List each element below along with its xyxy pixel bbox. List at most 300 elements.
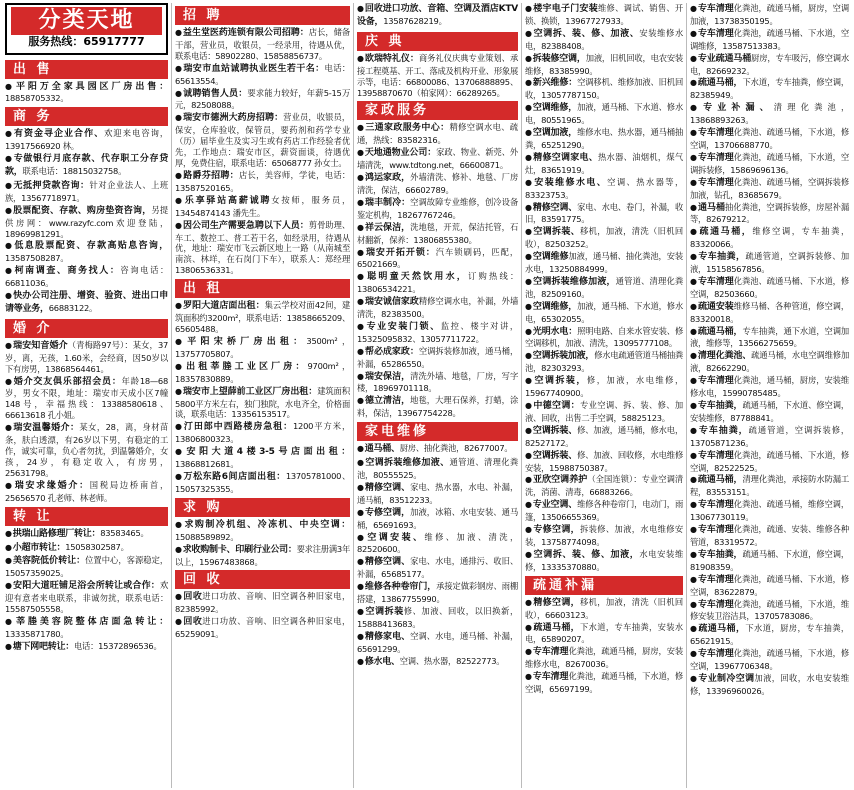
classified-entry: [525, 474, 683, 498]
section-header: 疏通补漏: [525, 576, 683, 595]
entry-text: 加液，通马桶、下水道、修水电，80551965。: [525, 102, 683, 126]
classified-entry: [525, 53, 683, 77]
entry-text: 店长，美容师，学徒，电话：13587520165。: [175, 170, 350, 193]
entry-text: 加液，冰箱、水电安装、通马桶，65691693。: [357, 506, 518, 530]
entry-text: 空调、热水器，82522773。: [399, 655, 505, 666]
entry-text: 厨房、抽化粪池，82677007。: [399, 443, 513, 454]
classified-entry: [5, 542, 168, 555]
classified-entry: [525, 127, 683, 151]
classified-entry: [175, 195, 350, 219]
entry-text: 维修马桶、各种管道，修空调，83320018。: [690, 300, 849, 324]
entry-headline: 修水电、: [364, 656, 400, 667]
classified-entry: [525, 28, 683, 52]
entry-headline: 祥云保洁，: [365, 222, 411, 233]
classified-entry: [357, 443, 518, 456]
entry-text: 13587628219。: [383, 15, 447, 26]
classified-entry: [357, 556, 518, 580]
entry-headline: 专业疏通马桶: [697, 53, 752, 64]
entry-text: 化粪池，疏通马桶、下水道，空调维修，13587513383。: [690, 27, 849, 51]
entry-headline: 安装维修水电、: [534, 177, 608, 188]
entry-headline: 婚介交友俱乐部招会员：: [13, 376, 122, 387]
entry-text: 修，加液，水电维修，15967740900。: [525, 375, 683, 399]
entry-headline: 精修空调，: [533, 597, 580, 608]
classified-entry: [525, 499, 683, 523]
entry-headline: 疏通马桶，: [699, 227, 753, 238]
entry-text: 要求注册满3年以上，15967483868。: [175, 543, 350, 567]
classified-entry: [175, 300, 350, 335]
entry-headline: 专车清理: [697, 128, 734, 139]
entry-headline: 鸿运家政，: [365, 173, 411, 184]
entry-headline: 通马桶、: [364, 444, 400, 455]
entry-headline: 专车抽粪，: [698, 425, 749, 436]
classified-entry: [525, 375, 683, 399]
section-header: 出 租: [175, 279, 350, 298]
entry-headline: 通马桶: [697, 202, 725, 213]
section-header: 招 聘: [175, 6, 350, 25]
classified-entry: [357, 346, 518, 370]
entry-text: 3500m²，13757705807。: [175, 336, 350, 359]
classified-entry: [525, 622, 683, 646]
entry-text: 修、加液，通马桶，修水电，82527172。: [525, 424, 683, 448]
entry-text: 家政、物业、新莞、外墙清洗，www.tdtong.net，66600871。: [357, 147, 518, 171]
classified-entry: [525, 77, 683, 101]
entry-text: 66883122。: [48, 302, 98, 313]
classified-entry: [690, 623, 849, 647]
entry-text: 化粪池，疏通、安装、维修各种管道，83319572。: [690, 524, 849, 547]
entry-headline: 专车清理: [697, 599, 734, 610]
entry-headline: 专车清理: [697, 177, 734, 188]
classified-entry: [525, 450, 683, 474]
entry-text: 维修水电、热水器，通马桶抽粪，65251290。: [525, 127, 683, 150]
entry-headline: 专业安装门锁、: [366, 321, 441, 332]
entry-headline: 专车清理: [697, 525, 734, 536]
entry-text: 另提供房网：www.razyfc.com欢迎登陆，18969981291。: [5, 204, 168, 239]
entry-text: 修、加液、回收修，水电维修安装，15988750387。: [525, 449, 683, 473]
entry-text: 化粪池，疏通马桶，下水道，维修安装卫浴洁具，13705783086。: [690, 598, 849, 622]
classified-entry: [690, 574, 849, 598]
entry-text: 订购热线：13806534221。: [357, 271, 518, 295]
classified-entry: [357, 371, 518, 395]
entry-text: 1200平方米，13806800323。: [175, 421, 350, 445]
column-1: [2, 3, 172, 788]
classified-entry: [5, 528, 168, 541]
entry-headline: 专业制冷空调: [698, 673, 755, 684]
classified-entry: [175, 519, 350, 543]
section-header: 家电维修: [357, 422, 518, 441]
classified-entry: [525, 177, 683, 201]
classified-entry: [175, 361, 350, 385]
entry-headline: 三通家政服务中心：: [365, 123, 450, 134]
entry-headline: 空调拆装维修加液，: [533, 276, 616, 287]
entry-headline: 瑞安求缘婚介：: [14, 480, 90, 491]
classified-entry: [5, 555, 168, 579]
entry-text: 欢迎来电咨询，13917566920 林。: [5, 128, 168, 152]
entry-headline: 莘塍美容院整体店面急转让：: [15, 617, 168, 628]
classified-entry: [175, 446, 350, 470]
entry-headline: 瑞安保洁，: [365, 371, 411, 382]
entry-text: 空调拆装修加液，通马桶，补漏，65286550。: [357, 345, 518, 369]
entry-headline: 空调拆装、: [533, 227, 580, 238]
classified-entry: [690, 499, 849, 523]
entry-headline: 疏通马桶，: [698, 624, 746, 635]
entry-headline: 欧瑞特礼仪：: [364, 53, 419, 64]
classified-entry: [525, 202, 683, 226]
entry-text: 集云学校对面42间，建筑面积约3200m²，联系电话：13858665209、65605488。: [175, 300, 351, 335]
classified-entry: [175, 220, 350, 277]
entry-headline: 专车清理: [697, 4, 734, 14]
entry-text: 厨房，专车吸污，修空调水电，82669232。: [690, 52, 849, 76]
entry-text: 清理化粪池，承接防水防漏工程，83553151。: [690, 474, 849, 498]
classified-entry: [525, 350, 683, 374]
entry-headline: 聪明童天然饮用水，: [367, 272, 468, 283]
entry-headline: 专修空调，: [533, 525, 580, 536]
entry-text: 精修空调水电，补漏，外墙清洗，82383500。: [357, 296, 518, 319]
classified-entry: [5, 81, 168, 105]
section-header: 求 购: [175, 498, 350, 517]
entry-headline: 专车清理: [697, 450, 734, 461]
entry-headline: 专车清理: [697, 376, 734, 387]
entry-headline: 专车清理: [532, 647, 569, 658]
classified-entry: [5, 641, 168, 654]
entry-headline: 求收购制卡、印刷行业公司：: [182, 544, 297, 555]
entry-text: 位置中心，客源稳定，15057359025。: [5, 555, 168, 579]
entry-headline: 空调加液，: [532, 128, 578, 139]
classified-entry: [690, 524, 849, 548]
classified-entry: [357, 3, 518, 29]
classified-entry: [690, 102, 849, 126]
entry-text: 化粪池，疏通马桶、下水道，修空调，83622879。: [690, 573, 849, 597]
entry-text: 专业空调、拆、装、修、加液、回收，出售二手空调，58825123。: [525, 400, 683, 423]
entry-headline: 专车清理: [697, 649, 734, 660]
entry-headline: 维修各种卷帘门，: [364, 582, 437, 593]
entry-headline: 万松东路6间店面出租：: [183, 472, 286, 482]
classified-entry: [525, 671, 683, 695]
classified-entry: [357, 197, 518, 221]
entry-headline: 专车清理: [697, 276, 734, 287]
entry-headline: 精修空调、: [532, 202, 578, 213]
entry-headline: 疏通马桶，: [533, 622, 580, 633]
entry-headline: 股票配资、存款、购房垫资咨询，: [13, 205, 152, 216]
entry-text: 加液，回收，水电安装维修，13396960026。: [690, 672, 849, 696]
classified-entry: [690, 474, 849, 498]
entry-headline: 专车清理: [697, 28, 734, 39]
entry-headline: 空调维修: [532, 252, 569, 263]
entry-headline: 专车清理: [697, 574, 734, 585]
classified-entry: [690, 152, 849, 176]
entry-text: 家电、水电、卷门，补漏，收旧，83591775。: [525, 201, 683, 225]
entry-text: 洗地毯，开荒，保洁托管，石材翻新，保养：13806855380。: [357, 221, 518, 245]
entry-headline: 空调拆、装、修、加液、: [533, 28, 640, 39]
entry-headline: 安阳大道4楼3-5号店面出租：: [186, 447, 350, 458]
entry-text: 电话：65613554。: [175, 62, 350, 86]
entry-text: 清洗外墙、地毯，厂房，写字楼，18969701118。: [357, 370, 518, 394]
entry-headline: 空调维修，: [532, 103, 578, 114]
entry-headline: 瑞安市血站诚聘执业医生若干名：: [183, 63, 325, 74]
entry-headline: 因公司生产需要急聘以下人员：: [182, 220, 309, 231]
entry-headline: 低息股票配资、存款高贴息咨询，: [14, 241, 168, 252]
entry-text: 化粪池、疏通马桶，下水道，修空调，13706688770。: [690, 127, 849, 150]
classified-entry: [690, 77, 849, 101]
classified-entry: [175, 616, 350, 640]
classified-entry: [525, 276, 683, 300]
entry-headline: 帮必成家政：: [364, 346, 419, 357]
entry-headline: 疏通安装: [697, 301, 734, 312]
classified-entry: [525, 326, 683, 350]
classified-entry: [690, 350, 849, 374]
entry-headline: 专车抽粪，: [697, 401, 743, 411]
entry-headline: 瑞安市德洲大药房招聘：: [183, 113, 284, 124]
section-logo: [5, 3, 168, 55]
classified-entry: [690, 177, 849, 201]
entry-headline: 拆装修空调，: [532, 53, 586, 64]
entry-text: 加液，旧机回收，电农安装维修，83385990。: [525, 52, 683, 76]
entry-headline: 天地通物业公司：: [364, 148, 437, 159]
classified-entry: [175, 591, 350, 615]
entry-headline: 疏通马桶，: [697, 326, 743, 337]
entry-text: 营业员，收银员，保安，仓库验收，保管员，要药剂和药学专业（历）届毕业生及实习生或有药店工作经验者优先，工作地点：瑞安市区，薪资面谈，待遇优厚，免费住宿，联系电话：65068777 孙女士。: [175, 112, 350, 169]
entry-text: 空调移机、维修加液、旧机回收，13057787150。: [525, 77, 683, 101]
entry-text: 商务礼仪庆典专业策划、承接工程奠基、开工、落成及机构开业、形象展示等，电话：66800086、13706888895、13958870670（柏家网）：66289265。: [357, 52, 518, 98]
entry-text: 化粪池，通马桶，厨房，安装维修水电，15990785485。: [690, 375, 849, 399]
classified-entry: [357, 296, 518, 320]
classified-entry: [357, 606, 518, 630]
entry-text: 化粪池，疏通马桶，厨房，空调加液，13738350195。: [690, 3, 849, 26]
entry-headline: 空调拆、装、修、加液，: [533, 549, 640, 560]
classified-entry: [357, 507, 518, 531]
classified-entry: [525, 226, 683, 250]
entry-text: 欢迎有意者来电联系，非诚勿扰，联系电话：15587505558。: [5, 580, 168, 615]
entry-headline: 专车抽粪，: [697, 549, 743, 560]
entry-headline: 瑞安开拓开锁：: [365, 247, 436, 258]
classified-entry: [357, 147, 518, 171]
entry-headline: 平阳万全家具园区厂房出售：: [15, 81, 168, 92]
classified-entry: [690, 202, 849, 226]
entry-text: 年龄18—68岁，男女不限，地址：瑞安市天成小区7幢148号，幸福热线：13388580618、66613618 孔小姐。: [5, 375, 168, 421]
entry-headline: 疏通马桶，: [697, 475, 743, 486]
entry-text: 13587508287。: [5, 253, 69, 264]
entry-text: 女按师，服务员，13454874143 潘先生。: [175, 194, 350, 218]
classified-entry: [5, 180, 168, 204]
classified-entry: [175, 386, 350, 421]
classified-entry: [5, 422, 168, 479]
entry-headline: 中德空调：: [533, 401, 580, 411]
classified-entry: [690, 375, 849, 399]
classified-entry: [5, 240, 168, 264]
entry-text: 维修各种卷帘门，电动门，雨篷，13506655369。: [525, 499, 683, 523]
classified-entry: [175, 88, 350, 112]
entry-headline: 瑞丰制冷：: [365, 197, 411, 208]
entry-headline: 平阳宋桥厂房出租：: [187, 337, 307, 347]
entry-text: 抽化粪池，空调拆装修，房屋补漏等，82679212。: [690, 201, 849, 225]
classified-entry: [5, 616, 168, 640]
classified-entry: [357, 581, 518, 605]
section-header: 家政服务: [357, 101, 518, 120]
entry-headline: 光明水电：: [532, 326, 578, 337]
entry-text: 9700m²，18357830889。: [175, 360, 350, 384]
entry-headline: 疏通马桶，: [697, 78, 743, 89]
entry-headline: 专车清理: [697, 500, 734, 511]
classified-entry: [5, 340, 168, 375]
classified-entry: [690, 251, 849, 275]
classified-entry: [690, 599, 849, 623]
classified-entry: [525, 251, 683, 275]
entry-headline: 精修空调、: [365, 557, 411, 568]
classified-entry: [175, 336, 350, 360]
section-header: 庆 典: [357, 32, 518, 51]
classified-entry: [175, 544, 350, 568]
entry-text: 建筑面积5800平方米左右，独门独院，水电齐全，价格面谈，联系电话：13356153517。: [175, 385, 350, 420]
classified-entry: [5, 290, 168, 316]
entry-headline: 安阳大道旺铺足浴会所转让或合作：: [13, 581, 160, 592]
entry-text: 化粪池、疏通马桶，维修空调，13067730119。: [690, 499, 849, 523]
entry-headline: 有资金寻企业合作、: [14, 129, 105, 140]
entry-text: 13705781000、15057325355。: [175, 471, 350, 494]
entry-headline: 空调拆装、: [532, 450, 578, 461]
classified-entry: [690, 53, 849, 77]
entry-text: 化粪池，疏通马桶，下水道，修空调，13967706348。: [690, 648, 849, 671]
entry-headline: 拱瑞山路修理厂转让：: [12, 528, 101, 539]
entry-text: 家电、热水器，水电、补漏，通马桶，83512233。: [357, 481, 518, 505]
entry-text: 下水道，专车抽粪，修空调，82385949。: [690, 77, 849, 101]
classified-entry: [690, 549, 849, 573]
classified-entry: [357, 656, 518, 669]
classified-entry: [690, 276, 849, 300]
service-hotline: 服务热线：65917777: [28, 35, 145, 48]
entry-text: （全国连锁）：专业空调清洗，消菌、清毒，66883266。: [525, 474, 683, 498]
entry-text: 进口功放、音响、旧空调各种旧家电，82385992。: [175, 591, 350, 615]
entry-text: 地毯，大理石保养，打蜡，涂料，保洁，13967754228。: [357, 395, 518, 419]
entry-text: 维修、加液、清洗，82520600。: [357, 531, 518, 555]
classified-entry: [175, 27, 350, 62]
classified-entry: [357, 395, 518, 419]
entry-headline: 专修空调，: [365, 507, 411, 518]
entry-headline: 专车抽粪，: [698, 252, 746, 263]
entry-text: 电话：15372896536。: [74, 640, 162, 651]
entry-text: 疏通马桶，下水道、修空调，安装维修，87788841。: [690, 400, 849, 423]
entry-text: 要求能力较好，年薪5-15万元，82508088。: [175, 87, 350, 111]
entry-headline: 楼宇电子门安装: [533, 4, 598, 14]
classified-entry: [525, 152, 683, 176]
classified-entry: [357, 321, 518, 345]
section-header: 转 让: [5, 507, 168, 526]
entry-text: 咨询电话：66811036。: [5, 265, 168, 289]
entry-headline: 回收: [183, 592, 203, 603]
entry-text: 下水道，专车抽粪，安装水电，65890207。: [525, 621, 683, 645]
classified-entry: [525, 301, 683, 325]
entry-text: 针对企业法人、上班族，13567718971。: [5, 179, 168, 203]
classified-entry: [525, 425, 683, 449]
entry-headline: 瑞安知音婚介: [13, 340, 68, 351]
classified-entry: [690, 648, 849, 672]
classified-entry: [690, 326, 849, 350]
entry-text: 化粪池、疏通马桶，空调拆装修加液，钻孔，83685679。: [690, 176, 849, 200]
classified-entry: [175, 112, 350, 169]
entry-text: 化粪池，疏通马桶、下水道，修空调，82522525。: [690, 449, 849, 473]
entry-text: 专车抽粪，通下水道，空调加液，维修等，13566275659。: [690, 325, 849, 349]
entry-text: 下水道，厨房，专车抽粪，65621915。: [690, 623, 849, 647]
entry-text: 联系电话：18815032758。: [22, 166, 127, 177]
entry-text: 83583465。: [100, 527, 149, 538]
entry-headline: 求购制冷机组、冷冻机、中央空调：: [184, 519, 350, 530]
classified-entry: [5, 480, 168, 504]
entry-text: 外墙清洗、修补、地毯、厂房清洗，保洁，66602789。: [357, 172, 518, 195]
classified-entry: [5, 376, 168, 422]
entry-text: 照明电路、自来水管安装、修空调移机，加液、清洗，13095777108。: [525, 325, 683, 349]
entry-text: 拆装修、加液，水电维修安装，13758774098。: [525, 524, 683, 547]
column-2: [172, 3, 354, 788]
section-header: 婚 介: [5, 319, 168, 338]
entry-text: 通管道、清理化粪池，80555525。: [357, 457, 518, 480]
classified-entry: [5, 205, 168, 240]
entry-headline: 空调拆装: [365, 606, 404, 617]
entry-headline: 美容院低价转让：: [13, 556, 86, 567]
entry-text: 承接定做彩钢房、雨棚搭建，13867755990。: [357, 581, 518, 604]
entry-text: 安装维修水电，82388408。: [525, 27, 683, 51]
classified-entry: [175, 421, 350, 445]
entry-text: 监控、楼宇对讲，15325095832、13057711722。: [357, 320, 518, 344]
entry-headline: 德立清洁，: [365, 396, 411, 407]
entry-text: 15088589892。: [175, 531, 239, 542]
section-header: 回 收: [175, 570, 350, 589]
entry-headline: 专业空调、: [532, 500, 578, 511]
entry-text: 热水器、油烟机，煤气灶，83651919。: [525, 151, 683, 175]
entry-text: 水电安装维修，13335370880。: [525, 548, 683, 572]
entry-text: 疏通管道，空调拆装修、加液，15158567856。: [690, 251, 849, 274]
classified-entry: [175, 170, 350, 194]
entry-headline: 无抵押贷款咨询：: [13, 180, 90, 191]
classified-entry: [357, 457, 518, 481]
entry-text: 加液，通马桶、下水道，修水电，65302055。: [525, 300, 683, 324]
classified-entry: [5, 128, 168, 152]
entry-headline: 小超市转让：: [12, 542, 66, 553]
classified-entry: [690, 127, 849, 151]
entry-headline: 清理化粪池、: [697, 351, 752, 362]
entry-headline: 回收进口功放、音箱、空调及酒店KTV设备，: [357, 4, 518, 27]
entry-text: 汽车锁刷码，匹配，65021669。: [357, 246, 518, 270]
entry-text: 化粪池，疏通马桶，下水道，修空调，65697199。: [525, 671, 683, 694]
classified-entry: [357, 482, 518, 506]
entry-headline: 空调拆装，: [534, 376, 587, 387]
classified-entry: [357, 172, 518, 196]
entry-text: 家电、水电，通排污、收旧、补漏，65685177。: [357, 556, 518, 580]
section-header: 商 务: [5, 107, 168, 126]
entry-text: 疏通马桶、下水道，修空调，81908359。: [690, 548, 849, 572]
classified-entry: [690, 425, 849, 449]
entry-headline: 空调拆装维修加液、: [365, 458, 450, 469]
entry-headline: 路爵芬招聘：: [183, 171, 239, 181]
entry-text: 某女，28，离，身材苗条，肤白透漂，有26岁以下男，有稳定的工作，诚实可靠，负心者勿扰，到温馨婚介，女孩，24岁，有稳定收入，有房男，25631798。: [5, 422, 168, 478]
classified-entry: [5, 153, 168, 179]
classified-entry: [690, 28, 849, 52]
classified-entry: [690, 226, 849, 250]
entry-text: （青梅路97号）：某女，37岁，离，无孩，1.60米，会经商，因50岁以下有房男，13868564461。: [5, 339, 168, 374]
entry-headline: 空调拆装、: [532, 425, 578, 436]
entry-text: 18858705332。: [5, 93, 69, 104]
classified-entry: [525, 102, 683, 126]
entry-text: 店长，储备干部，营业员，收银员，一经录用，待遇从优，联系电话：58902280、15858856737。: [175, 27, 350, 61]
entry-headline: 专车清理: [697, 152, 734, 163]
entry-text: 剪骨助理、车工、数控工、普工若干名，如经录用，待遇从优，地址：瑞安市飞云新区地上一路（从南城至南滨、林垟，在石岗门下车），联系人：郑经理 13806536331。: [175, 219, 350, 276]
classified-entry: [690, 400, 849, 424]
entry-headline: 专业补漏、: [703, 103, 774, 114]
entry-text: 13335871780。: [5, 628, 69, 639]
classified-entry: [175, 471, 350, 495]
entry-headline: 精修空调家电、: [533, 152, 598, 163]
entry-text: 疏通马桶，水电空调维修加液，82662290。: [690, 350, 849, 374]
classified-entry: [690, 3, 849, 27]
column-4: [522, 3, 687, 788]
entry-headline: 柯南调查、商务找人：: [14, 266, 121, 277]
